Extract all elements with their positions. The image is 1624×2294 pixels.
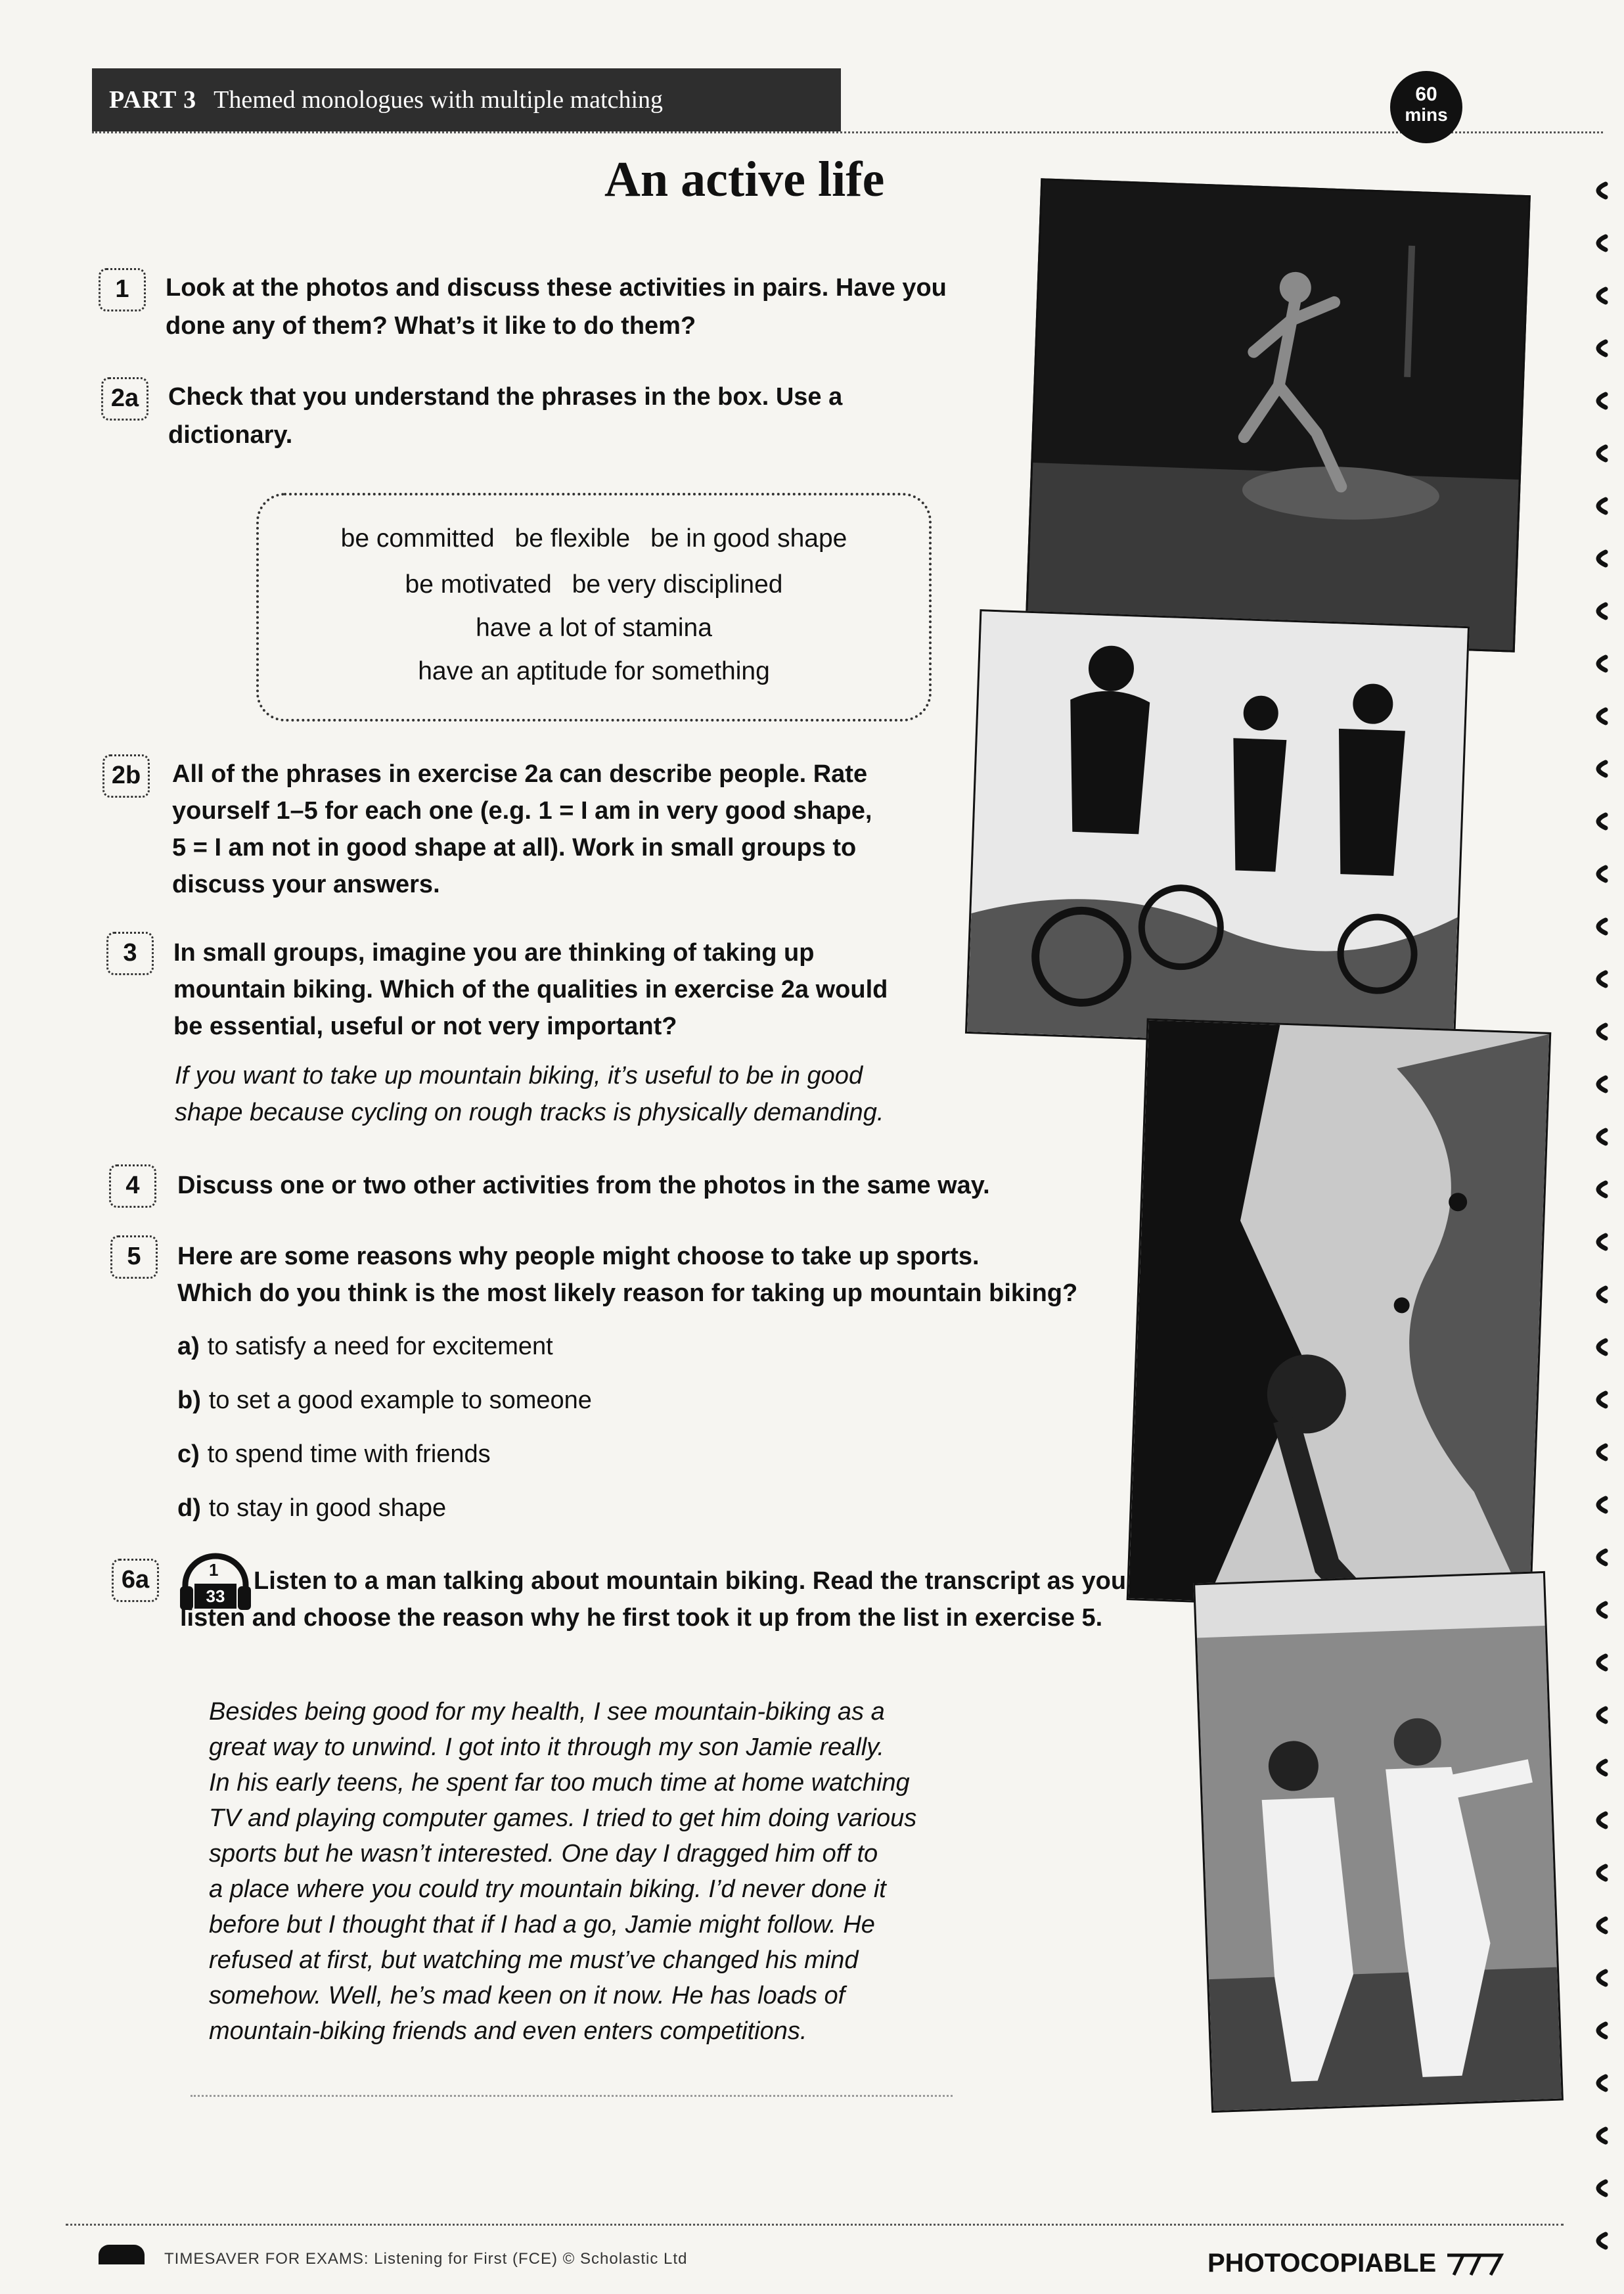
exercise-2b-line-3: 5 = I am not in good shape at all). Work in small groups to bbox=[172, 834, 857, 861]
phrase-box bbox=[256, 493, 932, 722]
photocopiable-label bbox=[1207, 2249, 1509, 2278]
option-a bbox=[177, 1329, 553, 1364]
example-answer-line-1: If you want to take up mountain biking, it’s useful to be in good bbox=[175, 1062, 863, 1090]
footer-divider bbox=[66, 2224, 1564, 2226]
climbing-photo bbox=[1127, 1019, 1552, 1615]
header-divider bbox=[92, 131, 1603, 133]
exercise-3-line-1: In small groups, imagine you are thinking of taking up bbox=[173, 939, 815, 967]
transcript-line: refused at first, but watching me must’ve changed his mind bbox=[209, 1946, 859, 1974]
phrase: have an aptitude for something bbox=[418, 657, 770, 685]
option-text: to stay in good shape bbox=[208, 1494, 447, 1522]
exercise-1-line-2: done any of them? What’s it like to do them? bbox=[166, 312, 696, 340]
option-text: to set a good example to someone bbox=[208, 1387, 592, 1414]
phrase: be in good shape bbox=[650, 524, 847, 553]
transcript-line: a place where you could try mountain biking. I’d never done it bbox=[209, 1875, 886, 1903]
transcript-line: TV and playing computer games. I tried to get him doing various bbox=[209, 1804, 917, 1832]
exercise-number: 1 bbox=[99, 268, 146, 311]
exercise-number: 2a bbox=[101, 377, 148, 421]
transcript-line: great way to unwind. I got into it through my son Jamie really. bbox=[209, 1733, 884, 1761]
track-number: 33 bbox=[194, 1584, 237, 1609]
phrase-row bbox=[259, 614, 929, 643]
phrase: be flexible bbox=[514, 524, 631, 553]
exercise-2a-line-2: dictionary. bbox=[168, 421, 293, 449]
phrase-row bbox=[259, 570, 929, 599]
transcript bbox=[209, 1694, 945, 2049]
transcript-line: mountain-biking friends and even enters competitions. bbox=[209, 2017, 807, 2045]
time-badge bbox=[1390, 71, 1462, 143]
exercise-number: 6a bbox=[112, 1559, 159, 1602]
phrase: have a lot of stamina bbox=[476, 614, 712, 642]
exercise-number: 2b bbox=[102, 754, 150, 798]
exercise-number: 4 bbox=[109, 1164, 156, 1208]
exercise-3-line-3: be essential, useful or not very important? bbox=[173, 1013, 677, 1040]
option-letter: b) bbox=[177, 1387, 201, 1414]
cd-number: 1 bbox=[209, 1560, 219, 1580]
exercise-5-line-2: Which do you think is the most likely reason for taking up mountain biking? bbox=[177, 1279, 1078, 1307]
option-letter: a) bbox=[177, 1333, 200, 1360]
option-text: to spend time with friends bbox=[207, 1440, 491, 1468]
mountain-biking-photo bbox=[965, 609, 1470, 1051]
option-text: to satisfy a need for excitement bbox=[207, 1333, 553, 1360]
phrase: be motivated bbox=[405, 570, 552, 599]
spiral-binding-icon bbox=[1579, 171, 1621, 2274]
exercise-number: 3 bbox=[106, 932, 154, 975]
exercise-number: 5 bbox=[110, 1235, 158, 1279]
parkour-photo bbox=[1025, 178, 1531, 653]
part-label: PART 3 bbox=[109, 86, 197, 114]
phrase-row bbox=[259, 657, 929, 686]
photocopy-pages-icon bbox=[1443, 2251, 1509, 2278]
exercise-1-line-1: Look at the photos and discuss these activities in pairs. Have you bbox=[166, 274, 947, 302]
option-b bbox=[177, 1383, 592, 1418]
phrase: be very disciplined bbox=[572, 570, 783, 599]
part-subtitle: Themed monologues with multiple matching bbox=[214, 86, 663, 114]
part-banner bbox=[92, 68, 841, 131]
transcript-line: sports but he wasn’t interested. One day I dragged him off to bbox=[209, 1840, 878, 1868]
example-answer-line-2: shape because cycling on rough tracks is physically demanding. bbox=[175, 1099, 884, 1126]
photocopiable-text: PHOTOCOPIABLE bbox=[1207, 2249, 1437, 2278]
footer-credit: TIMESAVER FOR EXAMS: Listening for First (FCE) © Scholastic Ltd bbox=[164, 2250, 688, 2268]
option-d bbox=[177, 1490, 446, 1526]
exercise-6a-line-2: listen and choose the reason why he first took it up from the list in exercise 5. bbox=[180, 1604, 1103, 1632]
exercise-5-line-1: Here are some reasons why people might choose to take up sports. bbox=[177, 1243, 980, 1270]
transcript-line: In his early teens, he spent far too much time at home watching bbox=[209, 1769, 910, 1797]
time-unit: mins bbox=[1405, 104, 1448, 125]
exercise-3-line-2: mountain biking. Which of the qualities in exercise 2a would bbox=[173, 976, 888, 1003]
exercise-2b-line-1: All of the phrases in exercise 2a can describe people. Rate bbox=[172, 760, 868, 788]
option-c bbox=[177, 1436, 491, 1472]
transcript-line: Besides being good for my health, I see mountain-biking as a bbox=[209, 1698, 885, 1726]
transcript-divider bbox=[191, 2095, 953, 2097]
exercise-2b-line-4: discuss your answers. bbox=[172, 871, 440, 898]
phrase: be committed bbox=[340, 524, 495, 553]
page-title: An active life bbox=[604, 152, 885, 207]
exercise-6a-line-1: Listen to a man talking about mountain biking. Read the transcript as you bbox=[254, 1567, 1127, 1595]
phrase-row bbox=[259, 524, 929, 553]
exercise-4-text: Discuss one or two other activities from the photos in the same way. bbox=[177, 1172, 990, 1199]
martial-arts-photo bbox=[1193, 1571, 1564, 2113]
time-value: 60 bbox=[1415, 83, 1437, 105]
exercise-2a-line-1: Check that you understand the phrases in the box. Use a bbox=[168, 383, 843, 411]
publisher-logo-icon bbox=[99, 2245, 145, 2264]
transcript-line: before but I thought that if I had a go, Jamie might follow. He bbox=[209, 1911, 875, 1938]
option-letter: d) bbox=[177, 1494, 201, 1522]
option-letter: c) bbox=[177, 1440, 200, 1468]
transcript-line: somehow. Well, he’s mad keen on it now. He has loads of bbox=[209, 1982, 846, 2009]
exercise-2b-line-2: yourself 1–5 for each one (e.g. 1 = I am in very good shape, bbox=[172, 797, 872, 825]
